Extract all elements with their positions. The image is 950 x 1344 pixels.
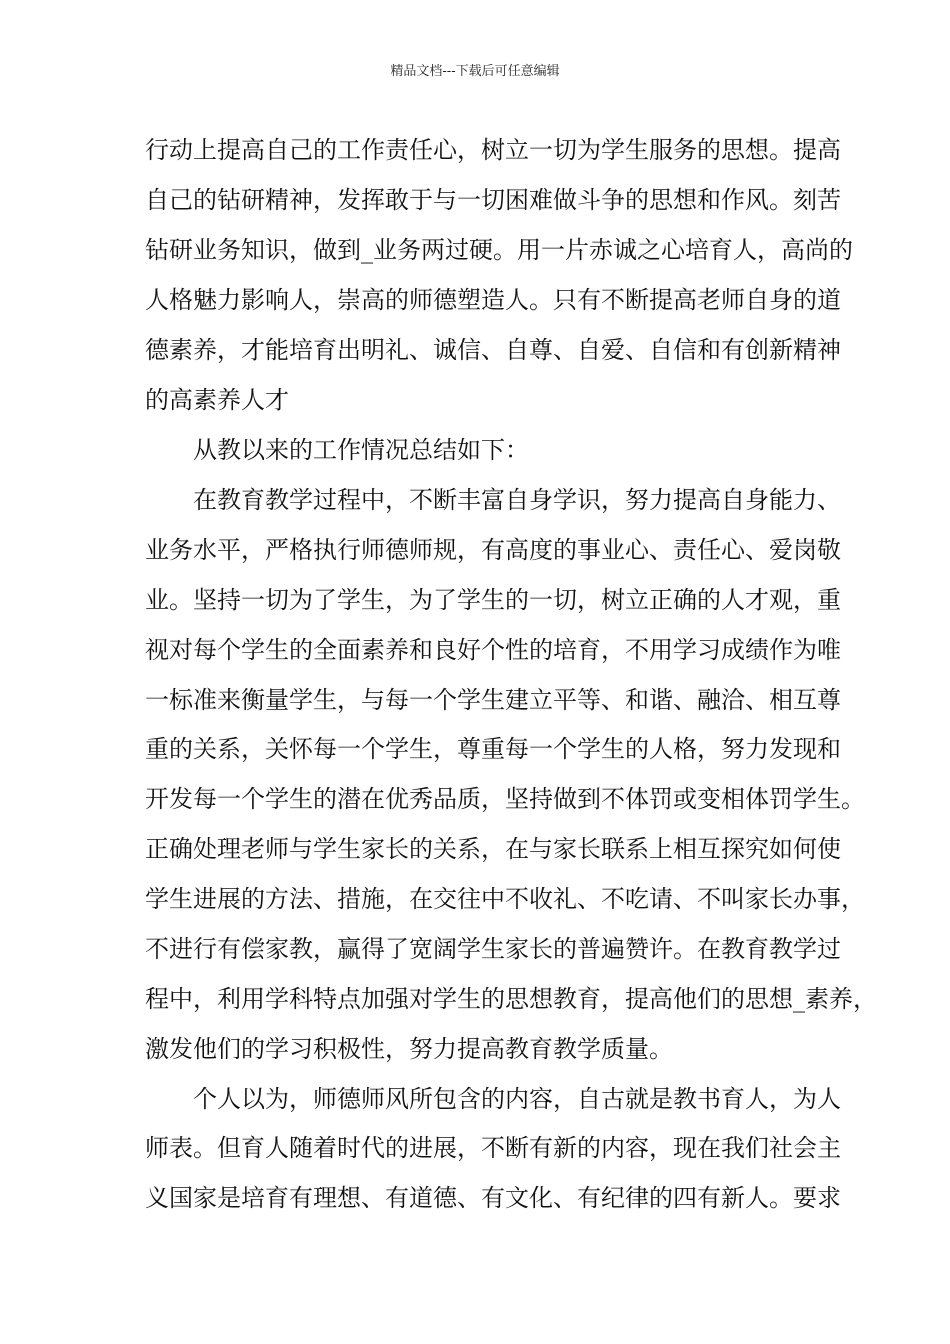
text-line: 义国家是培育有理想、有道德、有文化、有纪律的四有新人。要求 (145, 1184, 841, 1212)
text-line: 行动上提高自己的工作责任心，树立一切为学生服务的思想。提高 (145, 136, 841, 164)
text-line: 正确处理老师与学生家长的关系，在与家长联系上相互探究如何使 (145, 835, 841, 863)
text-line: 业务水平，严格执行师德师规，有高度的事业心、责任心、爱岗敬 (145, 536, 841, 564)
text-line: 钻研业务知识，做到_业务两过硬。用一片赤诚之心培育人，高尚的 (145, 236, 853, 264)
text-line: 业。坚持一切为了学生，为了学生的一切，树立正确的人才观，重 (145, 586, 841, 614)
text-line: 个人以为，师德师风所包含的内容，自古就是教书育人，为人 (145, 1085, 841, 1113)
text-line: 自己的钻研精神，发挥敢于与一切困难做斗争的思想和作风。刻苦 (145, 186, 841, 214)
text-line: 在教育教学过程中，不断丰富自身学识，努力提高自身能力、 (145, 486, 841, 514)
text-line: 德素养，才能培育出明礼、诚信、自尊、自爱、自信和有创新精神 (145, 336, 841, 364)
text-line: 学生进展的方法、措施，在交往中不收礼、不吃请、不叫家长办事， (145, 885, 865, 913)
text-line: 开发每一个学生的潜在优秀品质，坚持做到不体罚或变相体罚学生。 (145, 785, 865, 813)
text-line: 从教以来的工作情况总结如下： (145, 436, 529, 464)
text-line: 不进行有偿家教，赢得了宽阔学生家长的普遍赞许。在教育教学过 (145, 935, 841, 963)
text-line: 视对每个学生的全面素养和良好个性的培育，不用学习成绩作为唯 (145, 636, 841, 664)
text-line: 程中，利用学科特点加强对学生的思想教育，提高他们的思想_素养， (145, 985, 877, 1013)
text-line: 师表。但育人随着时代的进展，不断有新的内容，现在我们社会主 (145, 1134, 841, 1162)
text-line: 重的关系，关怀每一个学生，尊重每一个学生的人格，努力发现和 (145, 735, 841, 763)
page-header: 精品文档---下载后可任意编辑 (390, 64, 560, 79)
text-line: 的高素养人才 (145, 386, 289, 414)
text-line: 激发他们的学习积极性，努力提高教育教学质量。 (145, 1035, 673, 1063)
text-line: 人格魅力影响人，崇高的师德塑造人。只有不断提高老师自身的道 (145, 286, 841, 314)
text-line: 一标准来衡量学生，与每一个学生建立平等、和谐、融洽、相互尊 (145, 686, 841, 714)
